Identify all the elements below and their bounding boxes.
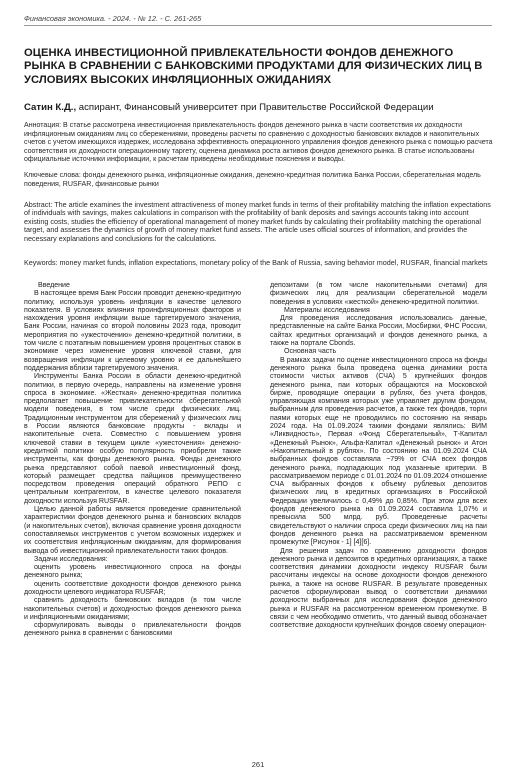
body-paragraph: В настоящее время Банк России проводит денежно-кредитную политику, используя уровень инфляции в качестве целевого показателя. В условиях влияния проинфляционных факторов и нахождения уровня инфляции выше таргетируемого значения, Банк России, начиная со второй половины 2023 года, проводит мероприятия по «ужесточению» денежно-кредитной политики, в том числе с поэтапным повышением уровня процентных ставок в экономике через изменение уровня ключевой ставки, для возвращения инфляции к целевому уровню и ее дальнейшего поддержания вблизи таргетируемого значения. <box>24 290 241 372</box>
section-heading-introduction: Введение <box>38 282 70 289</box>
body-column-right <box>270 282 487 630</box>
body-paragraph: Для проведения исследования использовались данные, представленные на сайте Банка России, Мосбиржи, ФНС России, сайтах кредитных организаций и фондов денежного рынка, а также на портале Cbonds. <box>270 315 487 348</box>
header-rule <box>24 25 492 26</box>
keywords-en: Keywords: money market funds, inflation expectations, monetary policy of the Bank of Russia, saving behavior model, RUSFAR, financial markets <box>24 258 488 267</box>
keywords-ru: Ключевые слова: фонды денежного рынка, инфляционные ожидания, денежно-кредитная политика Банка России, сберегательная модель поведения, RUSFAR, финансовые рынки <box>24 172 481 188</box>
author-affiliation: аспирант, Финансовый университет при Правительстве Российской Федерации <box>76 102 434 113</box>
task-list-item: сравнить доходность банковских вкладов (в том числе накопительных счетов) и доходностью фондов денежного рынка и инфляционными ожиданиями; <box>24 597 241 621</box>
body-paragraph: Для решения задач по сравнению доходности фондов денежного рынка и депозитов в кредитных организациях, а также соответствия динамики доходности индексу RUSFAR были рассчитаны индексы на основе доходности фондов денежного рынка, а также на основе RUSFAR. В результате проведенных расчетов сформулирован вывод о соответствии динамики доходности выбранных для исследования фондов денежного рынка и RUSFAR на рассмотренном временном промежутке. В связи с чем необходимо отметить, что данный вывод обозначает соответствие доходности крупнейших фондов своему операцион- <box>270 547 487 630</box>
body-paragraph: Целью данной работы является проведение сравнительной характеристики фондов денежного рынка и банковских вкладов (и накопительных счетов), включая сравнение уровня доходности сопоставляемых инструментов с учетом возможных издержек и их соответствия инфляционным ожиданиям, для формирования вывода об инвестиционной привлекательности таких фондов. <box>24 506 241 555</box>
task-list-item: оценить соответствие доходности фондов денежного рынка доходности целевого индикатора RUSFAR; <box>24 580 241 596</box>
author-line <box>24 102 494 114</box>
abstract-en: Abstract: The article examines the investment attractiveness of money market funds in terms of their profitability matching the inflation expectations of individuals with savings, makes calculations in comparison with the profitability of bank deposits and savings accounts taking into account existing costs, studies the efficiency of operational management of money market funds by calculating their profitability matching the operational target, and assesses the dynamics of growth of money market fund assets. The article uses official sources of information, and provides the necessary explanations and conclusions for the calculations. <box>24 200 491 243</box>
section-heading-materials: Материалы исследования <box>284 306 370 314</box>
abstract-ru: Аннотация: В статье рассмотрена инвестиционная привлекательность фондов денежного рынка в части соответствия их доходности инфляционным ожиданиям лиц со сбережениями, проведены расчеты по сравнению с доходностью банковских вкладов и накопительных счетов с учетом имеющихся издержек, исследована эффективность операционного управления фондов денежного рынка с помощью расчета соответствия их доходности операционному таргету, оценена динамика роста активов фондов денежного рынка. В статье использованы официальные источники информации, к расчетам приведены необходимые пояснения и выводы. <box>24 122 493 164</box>
body-paragraph-continued: депозитами (в том числе накопительными счетами) для физических лиц для реализации сберегательной модели поведения в условиях «жесткой» денежно-кредитной политики. <box>270 282 487 306</box>
page-number: 261 <box>251 760 265 769</box>
body-column-left <box>24 282 241 639</box>
task-list-item: сформулировать выводы о привлекательности фондов денежного рынка в сравнении с банковскими <box>24 622 241 638</box>
body-paragraph: Задачи исследования: <box>34 555 108 563</box>
task-list-item: оценить уровень инвестиционного спроса на фонды денежного рынка; <box>24 564 241 580</box>
body-paragraph: В рамках задачи по оценке инвестиционного спроса на фонды денежного рынка была проведена оценка динамики роста стоимости чистых активов (СЧА) 5 крупнейших фондов денежного рынка, паи которых обращаются на Московской бирже, проводящие операции в рублях, без учета фондов, управляющая компания которых уже управляет другим фондом, выбранным для проведения расчетов, а также тех фондов, торги паями которых еще не проводились по состоянию на январь 2024 года. На 01.09.2024 такими фондами являлись: ВИМ «Ликвидность», Первая «Фонд Сберегательный», Т-Капитал «Денежный Рынок», Альфа-Капитал «Денежный рынок» и Атон «Накопительный в рублях». По состоянию на 01.09.2024 СЧА выбранных фондов составляла ~79% от СЧА всех фондов денежного рынка, подпадающих под указанные критерии. В рассматриваемом периоде с 01.01.2024 по 01.09.2024 отношение СЧА выбранных фондов к объему рублевых депозитов физических лиц в кредитных организациях в Российской Федерации увеличилось с 0,49% до 0,85%. При этом для всех фондов денежного рынка на 01.09.2024 составила 1,07% и превысила 500 млрд. руб. Проведенные расчеты свидетельствуют о наличии спроса среди физических лиц на паи фондов денежного рынка на рассматриваемом временном промежутке [Рисунок - 1] [4][6]. <box>270 356 487 547</box>
author-name: Сатин К.Д., <box>24 102 77 113</box>
section-heading-main: Основная часть <box>284 348 337 356</box>
article-title: ОЦЕНКА ИНВЕСТИЦИОННОЙ ПРИВЛЕКАТЕЛЬНОСТИ ФОНДОВ ДЕНЕЖНОГО РЫНКА В СРАВНЕНИИ С БАНКОВСКИМИ ПРОДУКТАМИ ДЛЯ ФИЗИЧЕСКИХ ЛИЦ В УСЛОВИЯХ ВЫСОКИХ ИНФЛЯЦИОННЫХ ОЖИДАНИЯХ <box>24 47 483 86</box>
journal-reference: Финансовая экономика. - 2024. - № 12. - С. 261-265 <box>24 14 202 23</box>
body-paragraph: Инструменты Банка России в области денежно-кредитной политики, в первую очередь, направлены на изменение уровня спроса в экономике. «Жесткая» денежно-кредитная политика предполагает повышение привлекательности сберегательной модели поведения, в том числе среди физических лиц. Традиционным инструментом для сбережений у физических лиц в России являются банковские продукты - вклады и накопительные счета. Совместно с повышением уровня ключевой ставки в текущем цикле «ужесточения» денежно-кредитной политики особую популярность приобрели также инструменты, как фонды денежного рынка. Фонды денежного рынка представляют собой паевой инвестиционный фонд, который размещает средства пайщиков преимущественно посредством проведения операций обратного РЕПО с центральным контрагентом, в качестве целевого показателя доходности используя RUSFAR. <box>24 373 241 505</box>
